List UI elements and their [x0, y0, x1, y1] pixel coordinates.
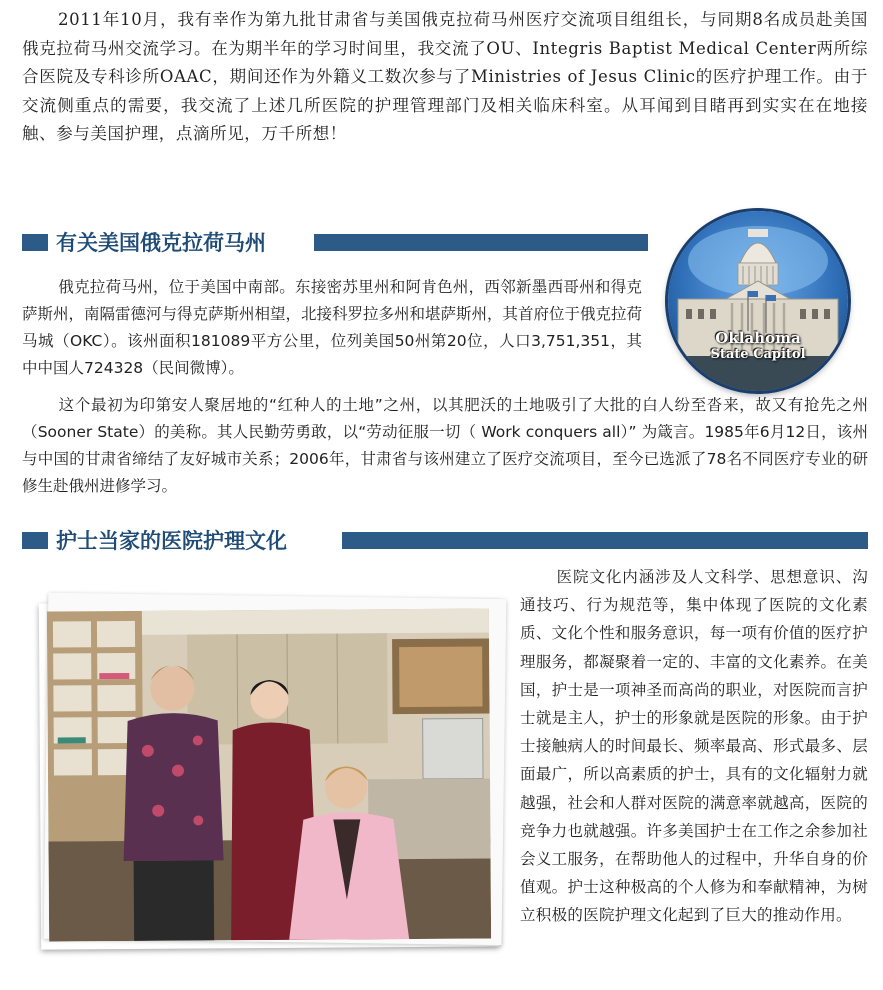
intro-paragraph: 2011年10月，我有幸作为第九批甘肃省与美国俄克拉荷马州医疗交流项目组组长，与同期8名成员赴美国俄克拉荷马州交流学习。在为期半年的学习时间里，我交流了OU、Integris Baptist Medical Center两所综合医院及专科诊所OAAC，期间还作为外籍义工数次参与了Ministries of Jesus Clinic的医疗护理工作。由于交流侧重点的需要，我交流了上述几所医院的护理管理部门及相关临床科室。从耳闻到目睹再到实实在在地接触、参与美国护理，点滴所见，万千所想！	[22, 10, 868, 143]
section-title: 有关美国俄克拉荷马州	[56, 231, 266, 255]
photo-image	[47, 608, 491, 941]
nursing-culture-paragraph: 医院文化内涵涉及人文科学、思想意识、沟通技巧、行为规范等，集中体现了医院的文化素质、文化个性和服务意识，每一项有价值的医疗护理服务，都凝聚着一定的、丰富的文化素养。在美国，护士是一项神圣而高尚的职业，对医院而言护士就是主人，护士的形象就是医院的形象。由于护士接触病人的时间最长、频率最高、形式最多、层面最广，所以高素质的护士，具有的文化辐射力就越强，社会和人群对医院的满意率就越高，医院的竞争力也就越强。许多美国护士在工作之余参加社会义工服务，在帮助他人的过程中，升华自身的价值观。护士这种极高的个人修为和奉献精神，为树立积极的医院护理文化起到了巨大的推动作用。	[520, 568, 868, 925]
heading-square-marker	[22, 532, 48, 549]
nurses-photo	[39, 600, 499, 949]
heading-square-marker	[22, 234, 48, 251]
badge-caption-line1: Oklahoma	[715, 329, 801, 347]
oklahoma-paragraph-1: 俄克拉荷马州，位于美国中南部。东接密苏里州和阿肯色州，西邻新墨西哥州和得克萨斯州，南隔雷德河与得克萨斯州相望，北接科罗拉多州和堪萨斯州，其首府位于俄克拉荷马城（OKC）。该州面积181089平方公里，位列美国50州第20位，人口3,751,351，其中中国人724328（民间微博）。	[22, 278, 643, 377]
section-heading-oklahoma	[22, 231, 648, 253]
heading-bar	[314, 234, 648, 251]
oklahoma-paragraph-2: 这个最初为印第安人聚居地的“红种人的土地”之州，以其肥沃的土地吸引了大批的白人纷至沓来，故又有抢先之州（Sooner State）的美称。其人民勤劳勇敢，以“劳动征服一切（ Work conquers all）” 为箴言。1985年6月12日，该州与中国的甘肃省缔结了友好城市关系；2006年，甘肃省与该州建立了医疗交流项目，至今已选派了78名不同医疗专业的研修生赴俄州进修学习。	[22, 396, 868, 495]
heading-bar	[342, 532, 868, 549]
badge-caption-line2: State Capitol	[710, 347, 806, 362]
capitol-badge-image	[668, 211, 848, 391]
section-heading-nursing-culture	[22, 529, 868, 551]
section-title: 护士当家的医院护理文化	[56, 529, 287, 553]
